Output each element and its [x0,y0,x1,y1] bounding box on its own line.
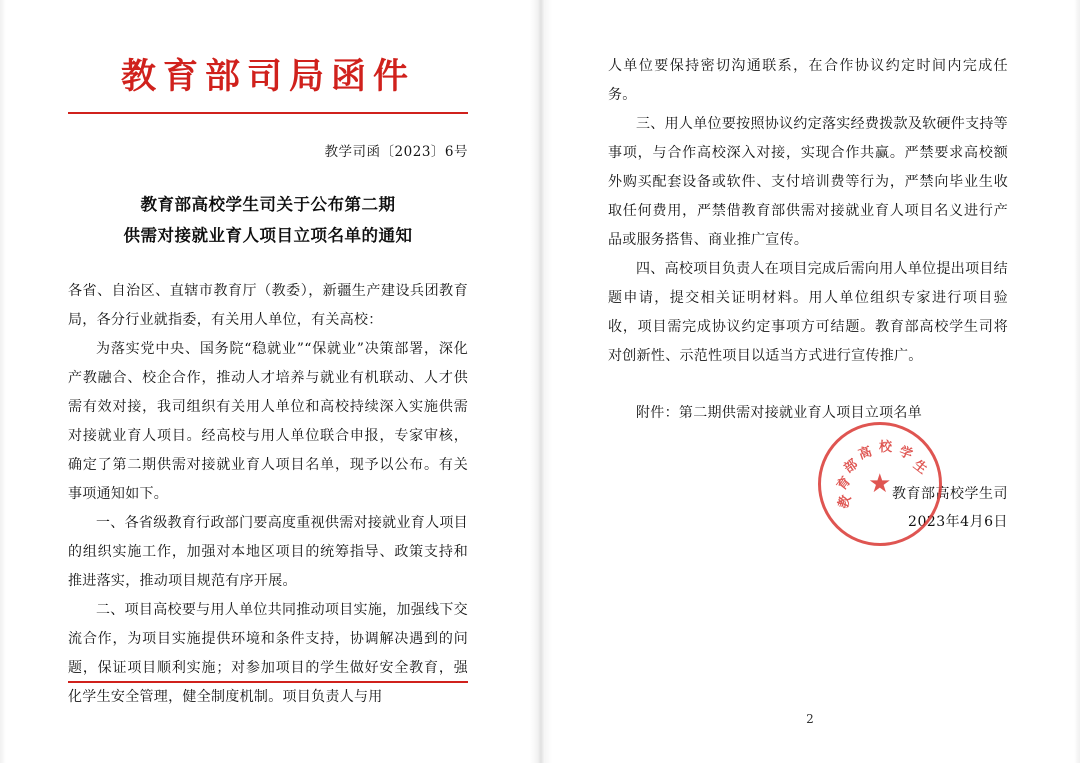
seal-char: 学 [897,443,915,463]
body-paragraph-3: 二、项目高校要与用人单位共同推动项目实施，加强线下交流合作，为项目实施提供环境和条件支持，协调解决遇到的问题，保证项目顺利实施；对参加项目的学生做好安全教育，强化学生安全管理，健全制度机制。项目负责人与用 [68,601,468,705]
page-edge-shadow-right [1074,0,1080,763]
body-paragraph-4: 人单位要保持密切沟通联系，在合作协议约定时间内完成任务。 [608,58,1008,103]
seal-char: 教 [835,492,855,511]
seal-char: 育 [834,473,855,494]
page-title [68,190,468,251]
signature-organization: 教育部高校学生司 [892,485,1008,502]
seal-star-icon: ★ [868,468,892,499]
body-paragraph-1: 为落实党中央、国务院“稳就业”“保就业”决策部署，深化产教融合、校企合作，推动人才培养与就业有机联动、人才供需有效对接，我司组织有关用人单位和高校持续深入实施供需对接就业育人项目。经高校与用人单位联合申报，专家审核，确定了第二期供需对接就业育人项目名单，现予以公布。有关事项通知如下。 [68,340,468,502]
seal-char: 高 [856,443,875,463]
page-right [540,0,1080,763]
left-page-content [68,56,468,712]
page-number: 2 [806,712,814,726]
addressee-paragraph: 各省、自治区、直辖市教育厅（教委），新疆生产建设兵团教育局，各分行业就指委，有关用人单位，有关高校： [68,283,468,328]
page-edge-shadow-left [0,0,6,763]
footer-divider [68,681,468,683]
body-paragraph-6: 四、高校项目负责人在项目完成后需向用人单位提出项目结题申请，提交相关证明材料。用人单位组织专家进行项目验收，项目需完成协议约定事项方可结题。教育部高校学生司将对创新性、示范性项目以适当方式进行宣传推广。 [608,260,1008,364]
seal-char: 校 [879,439,893,455]
body-paragraph-5: 三、用人单位要按照协议约定落实经费拨款及软硬件支持等事项，与合作高校深入对接，实现合作共赢。严禁要求高校额外购买配套设备或软件、支付培训费等行为，严禁向毕业生收取任何费用，严禁借教育部供需对接就业育人项目名义进行产品或服务搭售、商业推广宣传。 [608,115,1008,248]
signature-block [608,439,1008,536]
signature-date: 2023年4月6日 [908,513,1008,530]
title-line-2: 供需对接就业育人项目立项名单的通知 [123,225,413,245]
left-body [68,277,468,712]
attachment-line: 附件：第二期供需对接就业育人项目立项名单 [636,404,922,421]
body-paragraph-2: 一、各省级教育行政部门要高度重视供需对接就业育人项目的组织实施工作，加强对本地区项目的统筹指导、政策支持和推进落实，推动项目规范有序开展。 [68,514,468,589]
right-page-content [608,52,1008,536]
right-body [608,52,1008,371]
title-line-1: 教育部高校学生司关于公布第二期 [140,195,396,214]
masthead-title: 教育部司局函件 [120,56,415,97]
seal-char: 部 [841,456,862,477]
seal-char: 生 [910,457,931,478]
document-number: 教学司函〔2023〕6号 [324,144,468,160]
masthead-divider [68,112,468,114]
